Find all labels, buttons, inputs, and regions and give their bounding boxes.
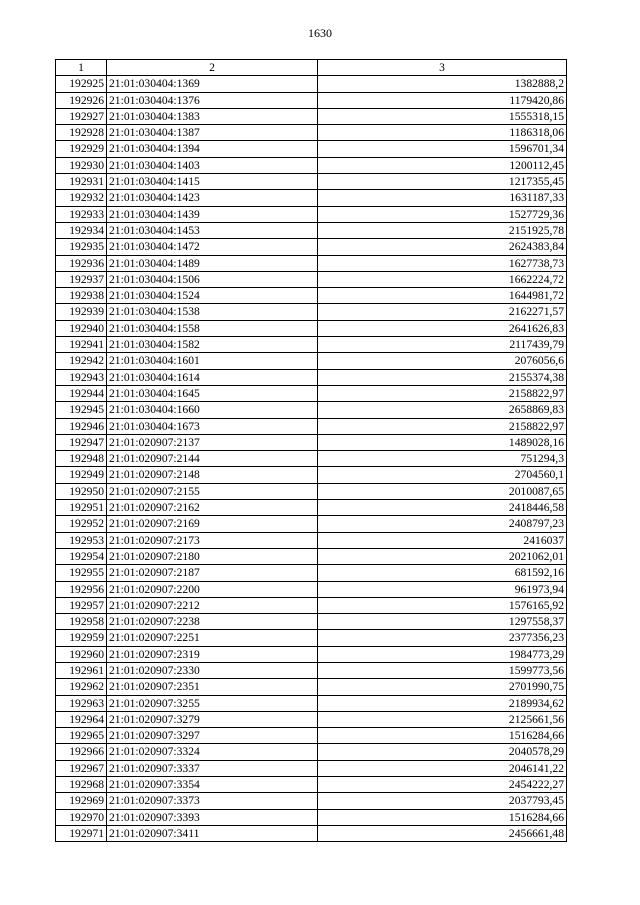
value-cell: 1662224,72 xyxy=(318,271,567,287)
value-cell: 2701990,75 xyxy=(318,679,567,695)
cadastral-number-cell: 21:01:020907:2351 xyxy=(107,679,318,695)
cadastral-number-cell: 21:01:020907:3279 xyxy=(107,711,318,727)
value-cell: 1297558,37 xyxy=(318,614,567,630)
value-cell: 2010087,65 xyxy=(318,483,567,499)
cadastral-number-cell: 21:01:030404:1369 xyxy=(107,76,318,92)
value-cell: 1984773,29 xyxy=(318,646,567,662)
column-header-1: 1 xyxy=(56,60,107,76)
row-number-cell: 192934 xyxy=(56,222,107,238)
cadastral-number-cell: 21:01:030404:1614 xyxy=(107,369,318,385)
row-number-cell: 192933 xyxy=(56,206,107,222)
value-cell: 2456661,48 xyxy=(318,825,567,841)
value-cell: 2155374,38 xyxy=(318,369,567,385)
cadastral-number-cell: 21:01:030404:1394 xyxy=(107,141,318,157)
cadastral-number-cell: 21:01:020907:3373 xyxy=(107,793,318,809)
cadastral-number-cell: 21:01:030404:1582 xyxy=(107,337,318,353)
cadastral-number-cell: 21:01:020907:3324 xyxy=(107,744,318,760)
cadastral-number-cell: 21:01:020907:3255 xyxy=(107,695,318,711)
row-number-cell: 192957 xyxy=(56,597,107,613)
table-row xyxy=(56,793,567,809)
value-cell: 2416037 xyxy=(318,532,567,548)
value-cell: 2189934,62 xyxy=(318,695,567,711)
table-row xyxy=(56,825,567,841)
table-row xyxy=(56,288,567,304)
table-row xyxy=(56,662,567,678)
row-number-cell: 192959 xyxy=(56,630,107,646)
cadastral-number-cell: 21:01:030404:1383 xyxy=(107,108,318,124)
cadastral-number-cell: 21:01:030404:1660 xyxy=(107,402,318,418)
cadastral-number-cell: 21:01:020907:2162 xyxy=(107,500,318,516)
cadastral-number-cell: 21:01:020907:2238 xyxy=(107,614,318,630)
value-cell: 2658869,83 xyxy=(318,402,567,418)
cadastral-number-cell: 21:01:030404:1403 xyxy=(107,157,318,173)
value-cell: 2641626,83 xyxy=(318,320,567,336)
cadastral-number-cell: 21:01:030404:1506 xyxy=(107,271,318,287)
table-row xyxy=(56,809,567,825)
table-row xyxy=(56,271,567,287)
cadastral-number-cell: 21:01:030404:1387 xyxy=(107,125,318,141)
cadastral-number-cell: 21:01:030404:1645 xyxy=(107,385,318,401)
value-cell: 1179420,86 xyxy=(318,92,567,108)
table-row xyxy=(56,255,567,271)
cadastral-number-cell: 21:01:020907:3354 xyxy=(107,777,318,793)
row-number-cell: 192930 xyxy=(56,157,107,173)
value-cell: 1631187,33 xyxy=(318,190,567,206)
value-cell: 2704560,1 xyxy=(318,467,567,483)
row-number-cell: 192937 xyxy=(56,271,107,287)
table-row xyxy=(56,402,567,418)
row-number-cell: 192950 xyxy=(56,483,107,499)
table-row xyxy=(56,728,567,744)
table-header-row xyxy=(56,60,567,76)
table-row xyxy=(56,385,567,401)
cadastral-number-cell: 21:01:020907:2148 xyxy=(107,467,318,483)
row-number-cell: 192935 xyxy=(56,239,107,255)
cadastral-number-cell: 21:01:020907:2155 xyxy=(107,483,318,499)
row-number-cell: 192955 xyxy=(56,565,107,581)
cadastral-number-cell: 21:01:020907:3393 xyxy=(107,809,318,825)
row-number-cell: 192931 xyxy=(56,174,107,190)
table-row xyxy=(56,646,567,662)
row-number-cell: 192929 xyxy=(56,141,107,157)
cadastral-number-cell: 21:01:020907:3337 xyxy=(107,760,318,776)
value-cell: 1217355,45 xyxy=(318,174,567,190)
value-cell: 1200112,45 xyxy=(318,157,567,173)
value-cell: 1599773,56 xyxy=(318,662,567,678)
table-row xyxy=(56,434,567,450)
row-number-cell: 192962 xyxy=(56,679,107,695)
table-row xyxy=(56,222,567,238)
row-number-cell: 192942 xyxy=(56,353,107,369)
row-number-cell: 192960 xyxy=(56,646,107,662)
table-row xyxy=(56,760,567,776)
table-row xyxy=(56,597,567,613)
table-row xyxy=(56,516,567,532)
table-row xyxy=(56,679,567,695)
row-number-cell: 192971 xyxy=(56,825,107,841)
row-number-cell: 192958 xyxy=(56,614,107,630)
value-cell: 1516284,66 xyxy=(318,809,567,825)
row-number-cell: 192927 xyxy=(56,108,107,124)
cadastral-number-cell: 21:01:030404:1673 xyxy=(107,418,318,434)
value-cell: 1489028,16 xyxy=(318,434,567,450)
row-number-cell: 192941 xyxy=(56,337,107,353)
row-number-cell: 192970 xyxy=(56,809,107,825)
value-cell: 2046141,22 xyxy=(318,760,567,776)
value-cell: 2125661,56 xyxy=(318,711,567,727)
table-row xyxy=(56,369,567,385)
cadastral-number-cell: 21:01:020907:3297 xyxy=(107,728,318,744)
value-cell: 1382888,2 xyxy=(318,76,567,92)
table-row xyxy=(56,108,567,124)
table-row xyxy=(56,190,567,206)
cadastral-number-cell: 21:01:020907:2180 xyxy=(107,548,318,564)
cadastral-number-cell: 21:01:020907:2330 xyxy=(107,662,318,678)
table-row xyxy=(56,141,567,157)
row-number-cell: 192954 xyxy=(56,548,107,564)
cadastral-number-cell: 21:01:030404:1453 xyxy=(107,222,318,238)
row-number-cell: 192947 xyxy=(56,434,107,450)
cadastral-number-cell: 21:01:030404:1439 xyxy=(107,206,318,222)
page-number: 1630 xyxy=(308,26,332,40)
row-number-cell: 192956 xyxy=(56,581,107,597)
row-number-cell: 192943 xyxy=(56,369,107,385)
column-header-3: 3 xyxy=(318,60,567,76)
value-cell: 1186318,06 xyxy=(318,125,567,141)
cadastral-number-cell: 21:01:020907:2169 xyxy=(107,516,318,532)
row-number-cell: 192968 xyxy=(56,777,107,793)
cadastral-number-cell: 21:01:030404:1415 xyxy=(107,174,318,190)
cadastral-number-cell: 21:01:020907:2173 xyxy=(107,532,318,548)
value-cell: 2021062,01 xyxy=(318,548,567,564)
table-row xyxy=(56,500,567,516)
cadastral-number-cell: 21:01:030404:1489 xyxy=(107,255,318,271)
cadastral-number-cell: 21:01:030404:1472 xyxy=(107,239,318,255)
value-cell: 2408797,23 xyxy=(318,516,567,532)
cadastral-number-cell: 21:01:030404:1538 xyxy=(107,304,318,320)
value-cell: 1596701,34 xyxy=(318,141,567,157)
value-cell: 1527729,36 xyxy=(318,206,567,222)
table-row xyxy=(56,581,567,597)
value-cell: 2037793,45 xyxy=(318,793,567,809)
cadastral-number-cell: 21:01:030404:1558 xyxy=(107,320,318,336)
value-cell: 681592,16 xyxy=(318,565,567,581)
value-cell: 2151925,78 xyxy=(318,222,567,238)
row-number-cell: 192925 xyxy=(56,76,107,92)
cadastral-number-cell: 21:01:030404:1601 xyxy=(107,353,318,369)
table-row xyxy=(56,92,567,108)
value-cell: 2040578,29 xyxy=(318,744,567,760)
row-number-cell: 192944 xyxy=(56,385,107,401)
value-cell: 751294,3 xyxy=(318,451,567,467)
table-row xyxy=(56,239,567,255)
row-number-cell: 192966 xyxy=(56,744,107,760)
row-number-cell: 192928 xyxy=(56,125,107,141)
table-row xyxy=(56,320,567,336)
value-cell: 2158822,97 xyxy=(318,418,567,434)
cadastral-number-cell: 21:01:020907:2144 xyxy=(107,451,318,467)
table-row xyxy=(56,630,567,646)
value-cell: 1555318,15 xyxy=(318,108,567,124)
table-row xyxy=(56,125,567,141)
row-number-cell: 192961 xyxy=(56,662,107,678)
row-number-cell: 192953 xyxy=(56,532,107,548)
registry-table xyxy=(55,59,567,842)
row-number-cell: 192963 xyxy=(56,695,107,711)
table-row xyxy=(56,157,567,173)
table-row xyxy=(56,614,567,630)
table-row xyxy=(56,467,567,483)
row-number-cell: 192949 xyxy=(56,467,107,483)
row-number-cell: 192969 xyxy=(56,793,107,809)
cadastral-number-cell: 21:01:020907:3411 xyxy=(107,825,318,841)
table-row xyxy=(56,353,567,369)
column-header-2: 2 xyxy=(107,60,318,76)
table-row xyxy=(56,451,567,467)
value-cell: 2117439,79 xyxy=(318,337,567,353)
table-row xyxy=(56,744,567,760)
table-row xyxy=(56,711,567,727)
value-cell: 2377356,23 xyxy=(318,630,567,646)
table-row xyxy=(56,483,567,499)
cadastral-number-cell: 21:01:020907:2200 xyxy=(107,581,318,597)
cadastral-number-cell: 21:01:020907:2187 xyxy=(107,565,318,581)
cadastral-number-cell: 21:01:020907:2319 xyxy=(107,646,318,662)
row-number-cell: 192952 xyxy=(56,516,107,532)
row-number-cell: 192948 xyxy=(56,451,107,467)
row-number-cell: 192926 xyxy=(56,92,107,108)
table-row xyxy=(56,548,567,564)
value-cell: 961973,94 xyxy=(318,581,567,597)
value-cell: 1644981,72 xyxy=(318,288,567,304)
table-row xyxy=(56,337,567,353)
cadastral-number-cell: 21:01:020907:2251 xyxy=(107,630,318,646)
value-cell: 2162271,57 xyxy=(318,304,567,320)
table-row xyxy=(56,206,567,222)
table-row xyxy=(56,76,567,92)
table-row xyxy=(56,565,567,581)
value-cell: 2418446,58 xyxy=(318,500,567,516)
row-number-cell: 192938 xyxy=(56,288,107,304)
row-number-cell: 192964 xyxy=(56,711,107,727)
row-number-cell: 192932 xyxy=(56,190,107,206)
cadastral-number-cell: 21:01:030404:1423 xyxy=(107,190,318,206)
row-number-cell: 192936 xyxy=(56,255,107,271)
table-row xyxy=(56,418,567,434)
table-row xyxy=(56,777,567,793)
value-cell: 2454222,27 xyxy=(318,777,567,793)
cadastral-number-cell: 21:01:020907:2212 xyxy=(107,597,318,613)
cadastral-number-cell: 21:01:030404:1376 xyxy=(107,92,318,108)
table-row xyxy=(56,304,567,320)
row-number-cell: 192967 xyxy=(56,760,107,776)
row-number-cell: 192940 xyxy=(56,320,107,336)
value-cell: 2076056,6 xyxy=(318,353,567,369)
row-number-cell: 192965 xyxy=(56,728,107,744)
row-number-cell: 192939 xyxy=(56,304,107,320)
row-number-cell: 192951 xyxy=(56,500,107,516)
table-row xyxy=(56,532,567,548)
value-cell: 2624383,84 xyxy=(318,239,567,255)
row-number-cell: 192946 xyxy=(56,418,107,434)
cadastral-number-cell: 21:01:030404:1524 xyxy=(107,288,318,304)
value-cell: 1627738,73 xyxy=(318,255,567,271)
value-cell: 1576165,92 xyxy=(318,597,567,613)
table-row xyxy=(56,695,567,711)
row-number-cell: 192945 xyxy=(56,402,107,418)
cadastral-number-cell: 21:01:020907:2137 xyxy=(107,434,318,450)
value-cell: 2158822,97 xyxy=(318,385,567,401)
table-body xyxy=(56,76,567,842)
value-cell: 1516284,66 xyxy=(318,728,567,744)
table-row xyxy=(56,174,567,190)
